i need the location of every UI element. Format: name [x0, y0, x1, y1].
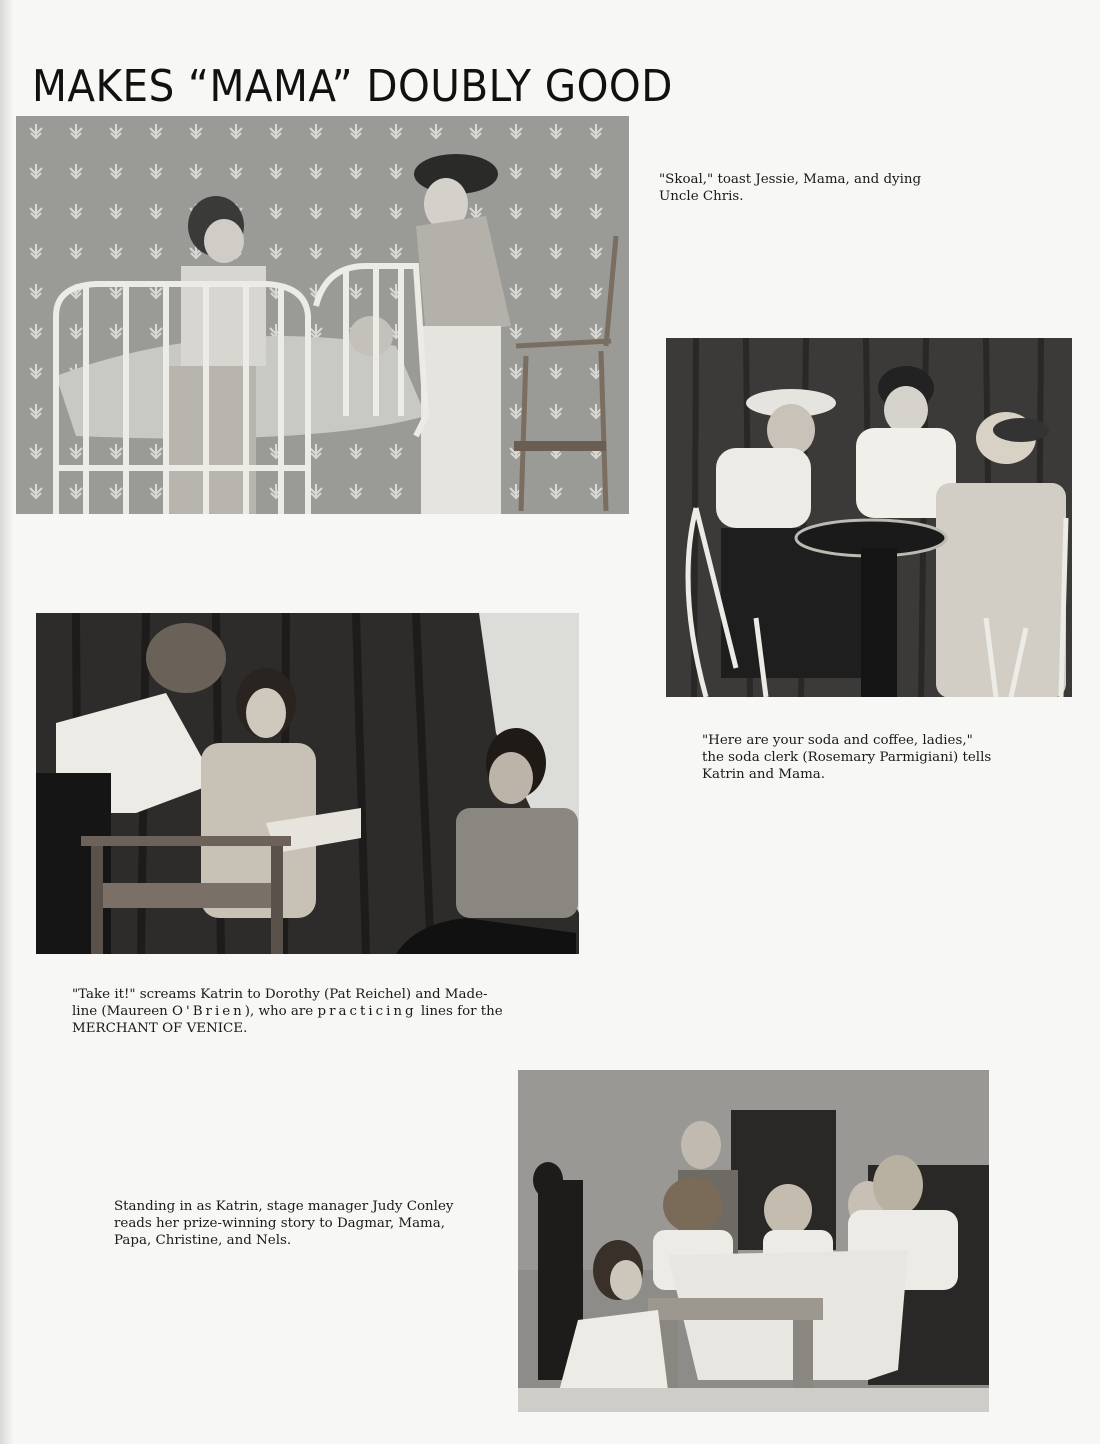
- photo-family-table: [518, 1070, 989, 1412]
- caption-bedside-toast: [659, 171, 979, 205]
- photo-soda-fountain: [666, 338, 1072, 697]
- caption-line: reads her prize-winning story to Dagmar, Mama,: [114, 1216, 445, 1231]
- caption-soda-fountain: [702, 732, 1062, 783]
- page-title: MAKES “MAMA” DOUBLY GOOD: [32, 61, 673, 113]
- caption-line: Uncle Chris.: [659, 189, 744, 204]
- caption-text: line (Maureen: [72, 1004, 173, 1019]
- caption-family-table: [114, 1198, 514, 1249]
- caption-line: MERCHANT OF VENICE.: [72, 1021, 248, 1036]
- page-binding-shadow: [0, 0, 14, 1444]
- caption-text: lines for the: [416, 1004, 503, 1019]
- caption-line: "Here are your soda and coffee, ladies,": [702, 733, 973, 748]
- caption-line: Standing in as Katrin, stage manager Judy Conley: [114, 1199, 454, 1214]
- caption-line: Papa, Christine, and Nels.: [114, 1233, 292, 1248]
- caption-line: "Skoal," toast Jessie, Mama, and dying: [659, 172, 922, 187]
- photo-practicing-lines: [36, 613, 579, 954]
- caption-text: ), who are: [244, 1004, 318, 1019]
- photo-bedside-toast: [16, 116, 629, 514]
- caption-practicing-lines: [72, 986, 562, 1037]
- caption-line: [72, 1003, 562, 1020]
- caption-line: "Take it!" screams Katrin to Dorothy (Pat Reichel) and Made-: [72, 987, 488, 1002]
- caption-text: practicing: [317, 1004, 417, 1019]
- caption-line: the soda clerk (Rosemary Parmigiani) tells: [702, 750, 992, 765]
- caption-text: O'Brien: [172, 1004, 245, 1019]
- caption-line: Katrin and Mama.: [702, 767, 826, 782]
